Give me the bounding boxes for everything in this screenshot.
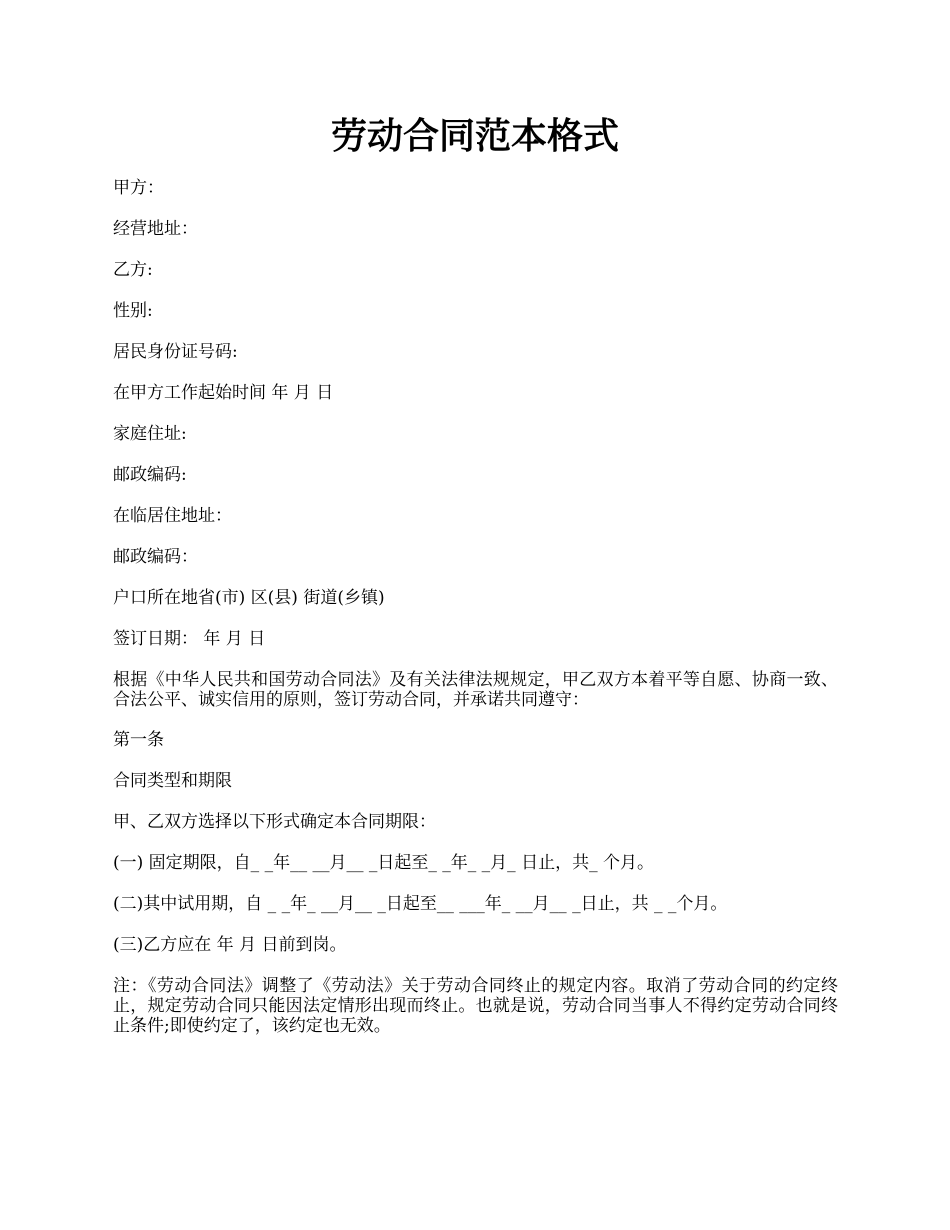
household-registration-line: 户口所在地省(市) 区(县) 街道(乡镇) xyxy=(113,588,385,608)
business-address-line: 经营地址： xyxy=(113,219,198,239)
party-a-line: 甲方： xyxy=(113,178,164,198)
id-number-line: 居民身份证号码: xyxy=(113,342,238,362)
work-start-date-line: 在甲方工作起始时间 年 月 日 xyxy=(113,383,334,403)
signing-date-line: 签订日期： 年 月 日 xyxy=(113,629,266,649)
note-paragraph: 注：《劳动合同法》调整了《劳动法》关于劳动合同终止的规定内容。取消了劳动合同的约定终止，规定劳动合同只能因法定情形出现而终止。也就是说，劳动合同当事人不得约定劳动合同终止条件;即使约定了，该约定也无效。 xyxy=(113,976,838,1036)
report-date-line: (三)乙方应在 年 月 日前到岗。 xyxy=(113,935,347,955)
document-title: 劳动合同范本格式 xyxy=(330,115,619,157)
fixed-term-line: (一) 固定期限，自_ _年__ __月__ _日起至_ _年_ _月_ 日止，共_ 个月。 xyxy=(113,853,654,873)
temporary-address-line: 在临居住地址： xyxy=(113,506,232,526)
postal-code-line: 邮政编码: xyxy=(113,465,187,485)
party-b-line: 乙方: xyxy=(113,260,153,280)
article-one-heading: 第一条 xyxy=(113,730,164,750)
gender-line: 性别: xyxy=(113,301,153,321)
probation-line: (二)其中试用期，自 _ _年_ __月__ _日起至__ ___年_ __月__ _日止，共 _ _个月。 xyxy=(113,894,728,914)
term-selection-line: 甲、乙双方选择以下形式确定本合同期限： xyxy=(113,812,436,832)
document-body xyxy=(113,178,838,1057)
preamble-paragraph: 根据《中华人民共和国劳动合同法》及有关法律法规规定，甲乙双方本着平等自愿、协商一致、合法公平、诚实信用的原则，签订劳动合同，并承诺共同遵守： xyxy=(113,670,838,710)
postal-code-line-2: 邮政编码： xyxy=(113,547,198,567)
home-address-line: 家庭住址: xyxy=(113,424,187,444)
contract-type-heading: 合同类型和期限 xyxy=(113,771,232,791)
